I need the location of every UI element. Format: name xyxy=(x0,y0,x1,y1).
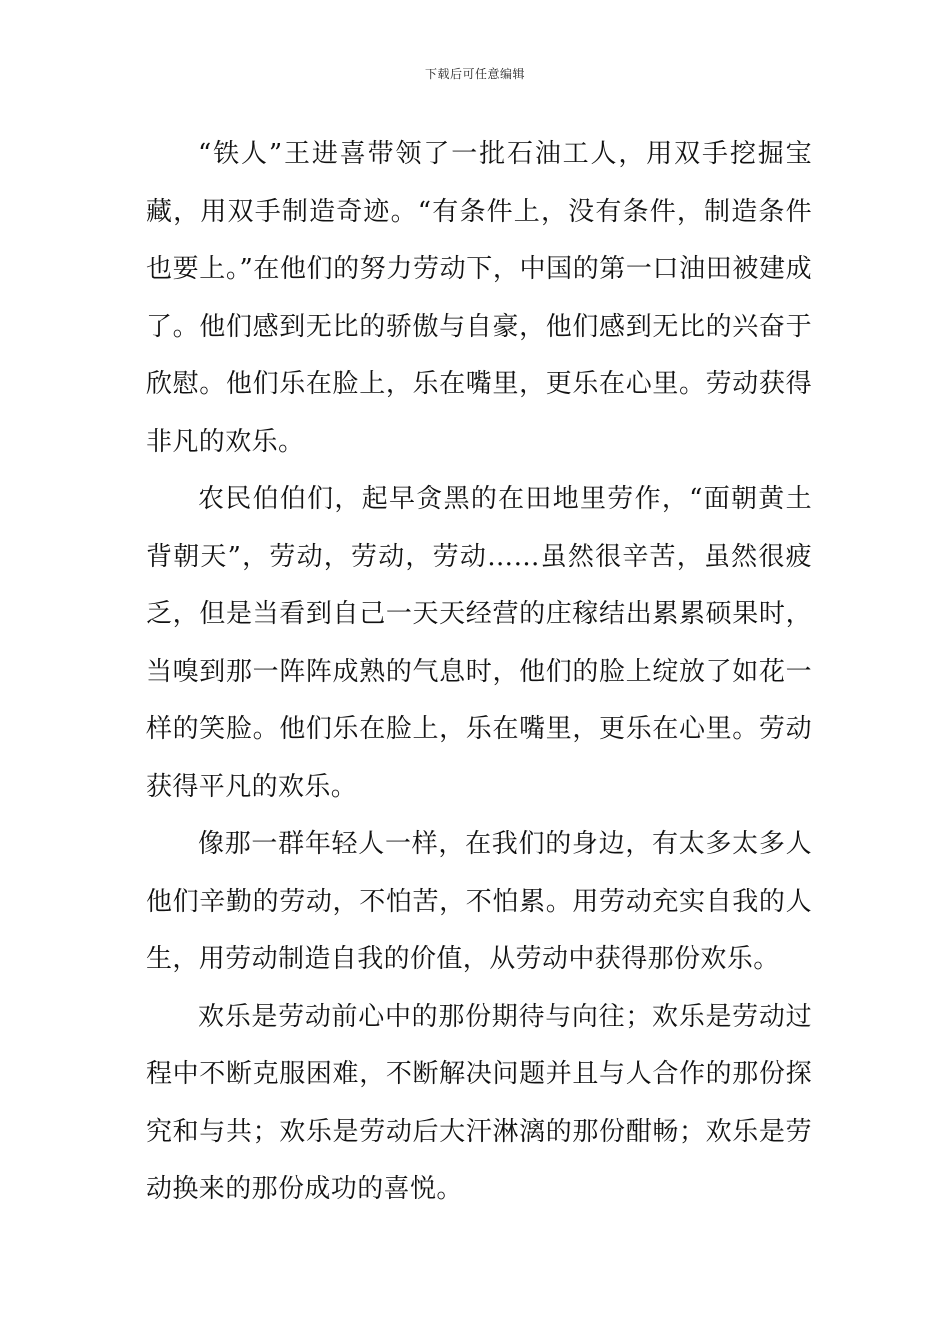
paragraph-3: 像那一群年轻人一样，在我们的身边，有太多太多人他们辛勤的劳动，不怕苦，不怕累。用劳动充实自我的人生，用劳动制造自我的价值，从劳动中获得那份欢乐。 xyxy=(146,829,812,974)
paragraph-4: 欢乐是劳动前心中的那份期待与向往；欢乐是劳动过程中不断克服困难，不断解决问题并且与人合作的那份探究和与共；欢乐是劳动后大汗淋漓的那份酣畅；欢乐是劳动换来的那份成功的喜悦。 xyxy=(146,1001,812,1204)
paragraph-2: 农民伯伯们，起早贪黑的在田地里劳作，“面朝黄土背朝天”，劳动，劳动，劳动……虽然很辛苦，虽然很疲乏，但是当看到自己一天天经营的庄稼结出累累硕果时，当嗅到那一阵阵成熟的气息时，他们的脸上绽放了如花一样的笑脸。他们乐在脸上，乐在嘴里，更乐在心里。劳动获得平凡的欢乐。 xyxy=(146,484,812,802)
page-header: 下载后可任意编辑 xyxy=(424,67,525,81)
document-body xyxy=(146,126,812,1219)
paragraph-1: “铁人”王进喜带领了一批石油工人，用双手挖掘宝藏，用双手制造奇迹。“有条件上，没有条件，制造条件也要上。”在他们的努力劳动下，中国的第一口油田被建成了。他们感到无比的骄傲与自豪，他们感到无比的兴奋于欣慰。他们乐在脸上，乐在嘴里，更乐在心里。劳动获得非凡的欢乐。 xyxy=(146,139,812,457)
